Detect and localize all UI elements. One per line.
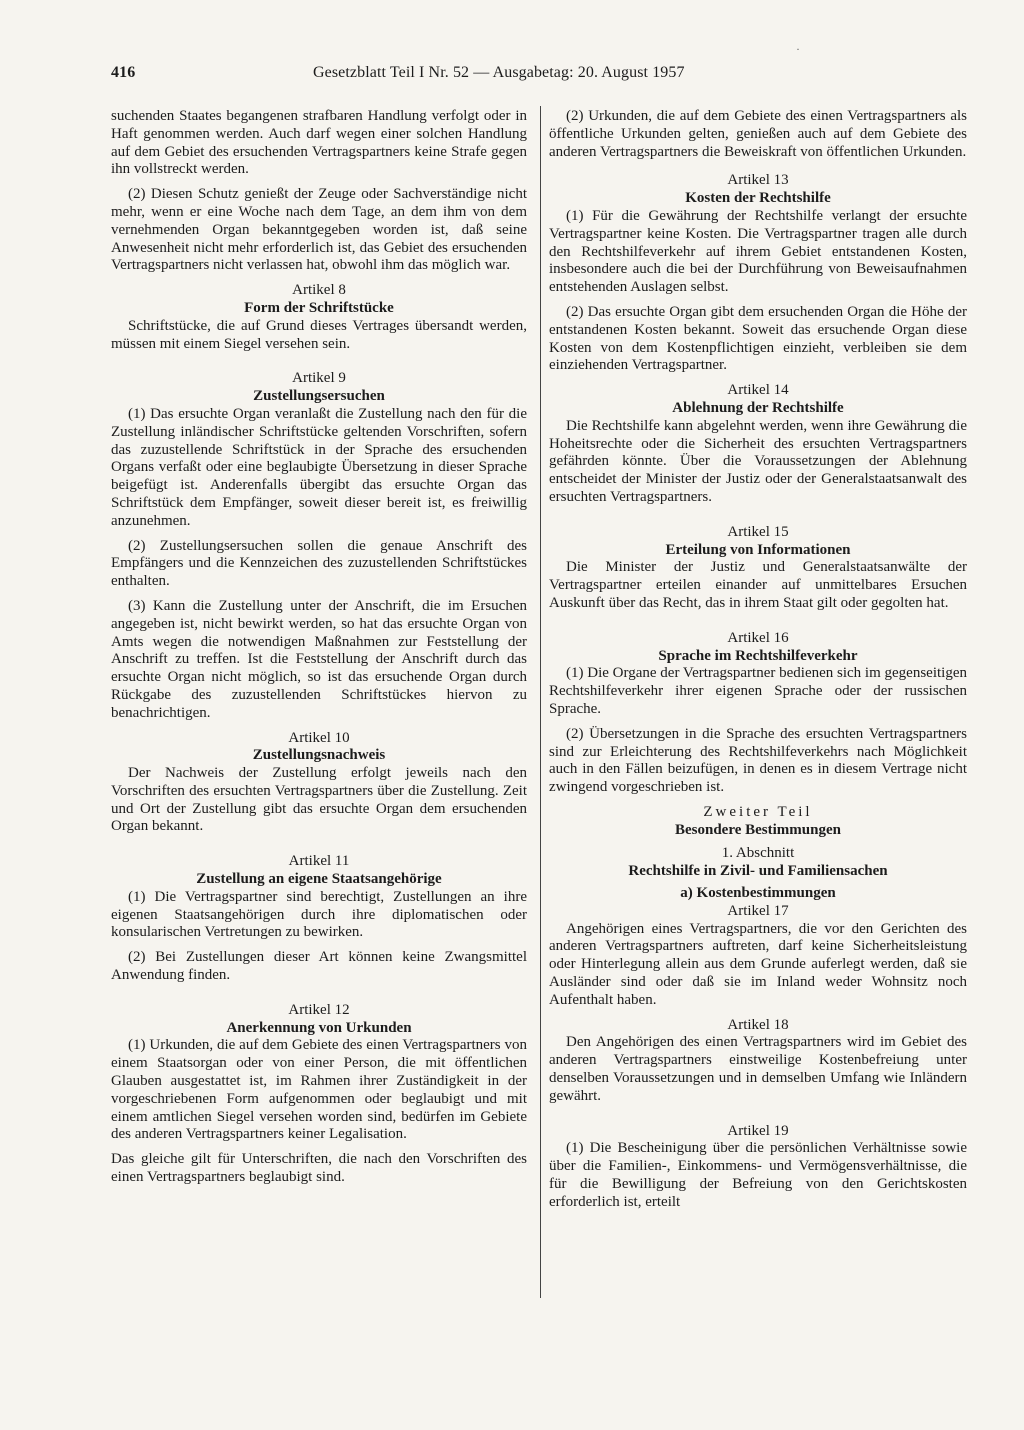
paragraph: Die Minister der Justiz und Generalstaatsanwälte der Vertragspartner erteilen einander auf unmittelbares Ersuchen Auskunft über das Recht, das in ihrem Staat gilt oder gegolten hat. — [549, 559, 967, 611]
column-divider — [540, 106, 541, 1298]
article-number: Artikel 11 — [288, 853, 350, 870]
article-title: Kosten der Rechtshilfe — [685, 190, 831, 207]
paragraph: (2) Urkunden, die auf dem Gebiete des einen Vertragspartners als öffentliche Urkunden gelten, genießen auch auf dem Gebiete des anderen Vertragspartners die Beweiskraft von öffentlichen Urkunden. — [549, 108, 967, 160]
article-title: Anerkennung von Urkunden — [226, 1019, 412, 1036]
article-number: Artikel 9 — [292, 370, 346, 387]
article-title: Erteilung von Informationen — [665, 541, 851, 558]
paragraph: Den Angehörigen des einen Vertragspartners wird im Gebiet des anderen Vertragspartners einstweilige Kostenbefreiung unter denselben Voraussetzungen und in demselben Umfang wie Inländern gewährt. — [549, 1034, 967, 1104]
page-number: 416 — [111, 64, 136, 81]
paragraph: (3) Kann die Zustellung unter der Anschrift, die im Ersuchen angegeben ist, nicht bewirkt werden, so hat das ersuchte Organ von Amts wegen die notwendigen Maßnahmen zur Feststellung der Anschrift zu treffen. Ist die Feststellung der Anschrift durch das ersuchte Organ nicht möglich, so ist das ersuchende Organ durch Rückgabe des zuzustellenden Schriftstückes hiervon zu benachrichtigen. — [111, 597, 527, 721]
paragraph: Der Nachweis der Zustellung erfolgt jeweils nach den Vorschriften des ersuchten Vertragspartners über die Zustellung. Zeit und Ort der Zustellung gibt das ersuchte Organ dem ersuchenden Organ bekannt. — [111, 765, 527, 835]
article-number: Artikel 12 — [288, 1001, 350, 1018]
paragraph: Schriftstücke, die auf Grund dieses Vertrages übersandt werden, müssen mit einem Siegel versehen sein. — [111, 317, 527, 352]
paragraph: (1) Die Vertragspartner sind berechtigt, Zustellungen an ihre eigenen Staatsangehörigen durch ihre diplomatischen oder konsularischen Vertretungen zu bewirken. — [111, 888, 527, 941]
paragraph: (1) Die Bescheinigung über die persönlichen Verhältnisse sowie über die Familien-, Einkommens- und Vermögensverhältnisse, die für die Bewilligung der Befreiung von den Gerichtskosten erforderlich ist, erteilt — [549, 1140, 967, 1210]
part-label: Zweiter Teil — [703, 803, 813, 820]
paragraph: (1) Die Organe der Vertragspartner bedienen sich im gegenseitigen Rechtshilfeverkehr ihrer eigenen Sprache oder der russischen Sprache. — [549, 665, 967, 717]
article-number: Artikel 13 — [727, 172, 789, 189]
article-title: Zustellungsnachweis — [252, 747, 386, 764]
paragraph: (2) Zustellungsersuchen sollen die genaue Anschrift des Empfängers und die Kennzeichen des zuzustellenden Schriftstückes enthalten. — [111, 537, 527, 590]
section-number: 1. Abschnitt — [721, 845, 795, 862]
article-number: Artikel 10 — [288, 729, 350, 746]
article-number: Artikel 15 — [727, 523, 789, 540]
paragraph: suchenden Staates begangenen strafbaren Handlung verfolgt oder in Haft genommen werden. Auch darf wegen einer solchen Handlung auf dem Gebiet des ersuchenden Vertragspartners keine Strafe gegen ihn vollstreckt werden. — [111, 108, 527, 178]
article-number: Artikel 14 — [727, 382, 789, 399]
scan-speck: · — [796, 42, 800, 56]
article-title: Form der Schriftstücke — [244, 299, 394, 316]
part-title: Besondere Bestimmungen — [675, 821, 841, 838]
paragraph: (2) Das ersuchte Organ gibt dem ersuchenden Organ die Höhe der entstandenen Kosten bekannt. Soweit das ersuchende Organ diese Kosten von dem Kostenpflichtigen einzieht, verbleiben sie dem einziehenden Vertragspartner. — [549, 303, 967, 374]
article-title: Sprache im Rechtshilfeverkehr — [658, 647, 858, 664]
article-number: Artikel 19 — [727, 1122, 789, 1139]
paragraph: Die Rechtshilfe kann abgelehnt werden, wenn ihre Gewährung die Hoheitsrechte oder die Sicherheit des ersuchten Vertragspartners gefährden könnte. Über die Voraussetzungen der Ablehnung entscheidet der Minister der Justiz oder der Generalstaatsanwalt des ersuchten Vertragspartners. — [549, 417, 967, 505]
article-title: Ablehnung der Rechtshilfe — [672, 399, 844, 416]
right-column — [549, 108, 967, 1219]
running-title: Gesetzblatt Teil I Nr. 52 — Ausgabetag: 20. August 1957 — [313, 64, 685, 81]
article-title: Zustellung an eigene Staatsangehörige — [196, 871, 442, 888]
section-title: Rechtshilfe in Zivil- und Familiensachen — [628, 863, 888, 880]
paragraph: (1) Für die Gewährung der Rechtshilfe verlangt der ersuchte Vertragspartner keine Kosten. Die Vertragspartner tragen alle durch den Rechtshilfeverkehr auf ihrem Gebiet entstandenen Kosten, insbesondere auch die bei der Durchführung von Beweisaufnahmen entstehenden Auslagen selbst. — [549, 207, 967, 296]
article-number: Artikel 8 — [292, 282, 346, 299]
paragraph: (1) Urkunden, die auf dem Gebiete des einen Vertragspartners von einem Staatsorgan oder von einer Person, die mit öffentlichen Glauben ausgestattet ist, im Rahmen ihrer Zuständigkeit in der vorgeschriebenen Form aufgenommen oder beglaubigt und mit einem amtlichen Siegel versehen worden sind, bedürfen im Gebiete des anderen Vertragspartners keiner Legalisation. — [111, 1037, 527, 1143]
paragraph: (2) Übersetzungen in die Sprache des ersuchten Vertragspartners sind zur Erleichterung des Rechtshilfeverkehrs nach Möglichkeit auch in den Fällen beizufügen, in denen es in diesem Vertrage nicht zwingend vorgeschrieben ist. — [549, 725, 967, 796]
left-column — [111, 108, 527, 1194]
paragraph: Angehörigen eines Vertragspartners, die vor den Gerichten des anderen Vertragspartners auftreten, darf keine Sicherheitsleistung oder Hinterlegung allein aus dem Grunde auferlegt werden, daß sie Ausländer sind oder daß sie im Inland weder Wohnsitz noch Aufenthalt haben. — [549, 920, 967, 1008]
article-number: Artikel 18 — [727, 1016, 789, 1033]
page-header — [111, 64, 781, 86]
article-title: Zustellungsersuchen — [253, 388, 385, 405]
article-number: Artikel 16 — [727, 629, 789, 646]
paragraph: (1) Das ersuchte Organ veranlaßt die Zustellung nach den für die Zustellung inländischer Schriftstücke geltenden Vorschriften, sofern das zuzustellende Schriftstück in der Sprache des ersuchenden Organs verfaßt oder eine beglaubigte Übersetzung in dieser Sprache beigefügt ist. Anderenfalls übergibt das ersuchte Organ das Schriftstück dem Empfänger, soweit dieser bereit ist, es freiwillig anzunehmen. — [111, 405, 527, 529]
paragraph: Das gleiche gilt für Unterschriften, die nach den Vorschriften des einen Vertragspartners beglaubigt sind. — [111, 1151, 527, 1186]
article-number: Artikel 17 — [727, 902, 789, 919]
subsection-title: a) Kostenbestimmungen — [680, 885, 836, 902]
paragraph: (2) Diesen Schutz genießt der Zeuge oder Sachverständige nicht mehr, wenn er eine Woche nach dem Tage, an dem ihm von dem vernehmenden Organ bekanntgegeben worden ist, daß seine Anwesenheit nicht mehr erforderlich ist, das Gebiet des ersuchenden Vertragspartners nicht verlassen hat, obwohl ihm das möglich war. — [111, 186, 527, 274]
paragraph: (2) Bei Zustellungen dieser Art können keine Zwangsmittel Anwendung finden. — [111, 949, 527, 984]
